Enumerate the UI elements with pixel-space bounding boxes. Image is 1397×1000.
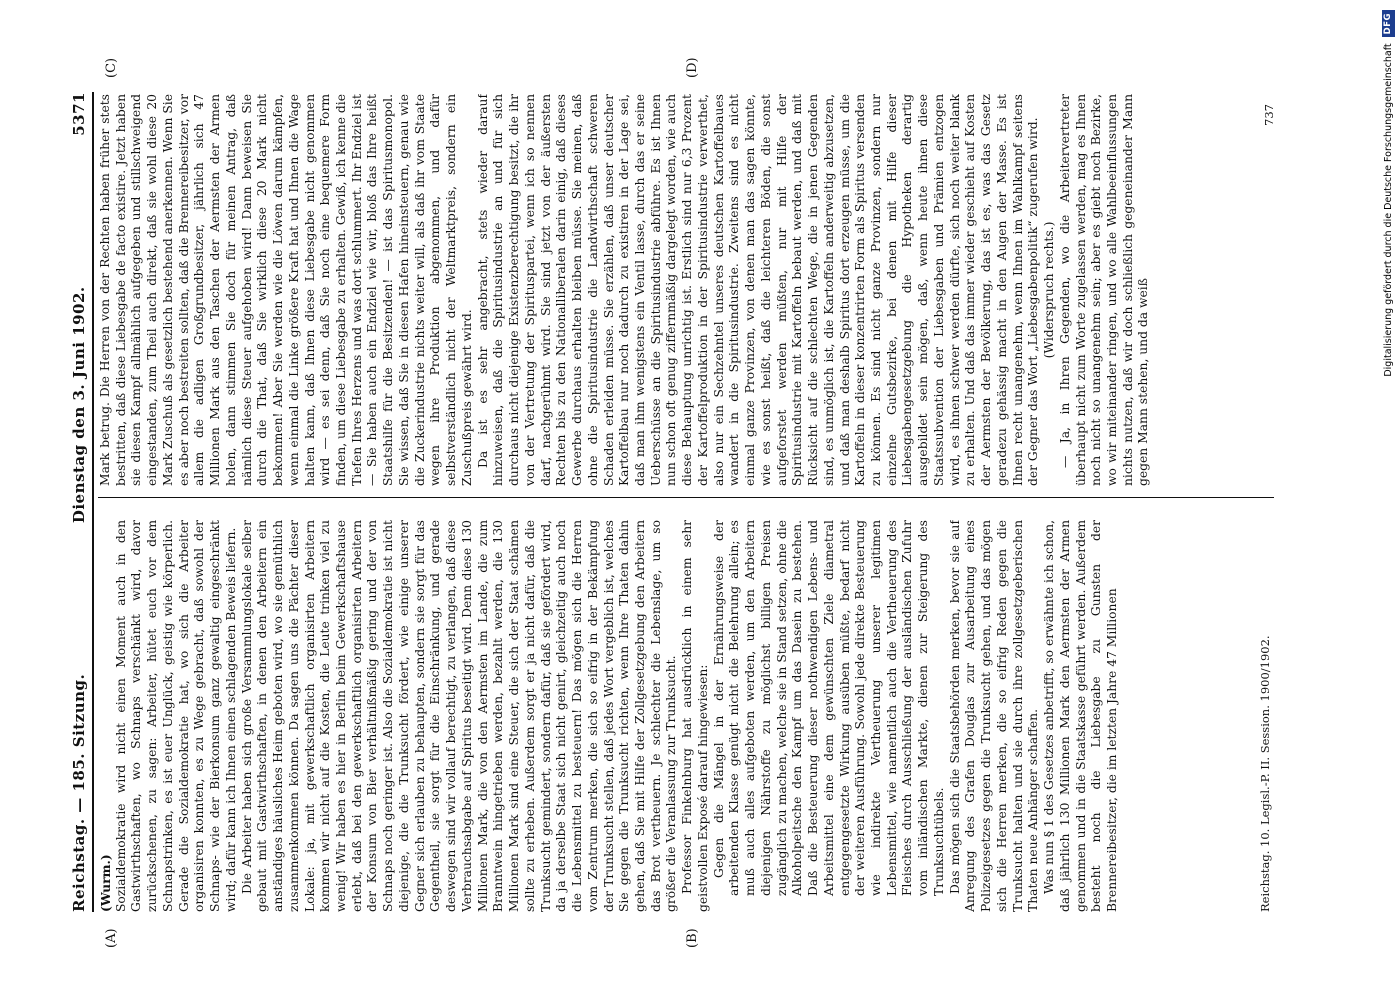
- paragraph: Was nun § 1 des Gesetzes anbetrifft, so erwähnte ich schon, daß jährlich 130 Millionen Mark den Aermsten der Armen genommen und in die Staatskasse geführt werden. Außerdem besteht noch die Liebesgabe zu Gunsten der Brennereibesitzer, die im letzten Jahre 47 Millionen: [1042, 520, 1119, 912]
- margin-letter-b: (B): [685, 928, 700, 948]
- speaker-tag: (Wurm.): [98, 854, 113, 912]
- footer-signature: 737: [1262, 104, 1276, 126]
- footer-citation: Reichstag. 10. Legisl.-P. II. Session. 1900/1902.: [1258, 635, 1272, 912]
- paragraph: Das mögen sich die Staatsbehörden merken, bevor sie auf Anregung des Grafen Douglas zur Ausarbeitung eines Polizeigesetzes gegen die Trunksucht gehen, und das mögen sich die Herren merken, die so eifrig Reden gegen die Trunksucht halten und sie durch ihre zollgesetzgeberischen Thaten neue Anhänger schaffen.: [947, 520, 1041, 912]
- text-column-right: [98, 94, 1274, 486]
- column-divider: [98, 497, 1274, 498]
- paragraph: Die Arbeiter haben sich große Versammlungslokale selber gebaut mit Gastwirthschaften, in denen den Arbeitern ein anständiges häusliches Heim geboten wird, wo sie gemüthlich zusammenkommen können. Da sagen uns die Pächter dieser Lokale: ja, mit gewerkschaftlich organisirten Arbeitern kommen wir nicht auf die Kosten, die Leute trinken viel zu wenig! Wir haben es hier in Berlin beim Gewerkschaftshause erlebt, daß bei den gewerkschaftlich organisirten Arbeitern der Konsum von Bier verhältnißmäßig gering und der von Schnaps noch geringer ist. Also die Sozialdemokratie ist nicht diejenige, die die Trunksucht fördert, wie einige unserer Gegner sich erlauben zu behaupten, sondern sie sorgt für das Gegentheil, sie sorgt für die Einschränkung, und gerade deswegen sind wir vollauf berechtigt, zu verlangen, daß diese Verbrauchsabgabe auf Spiritus beseitigt wird. Denn diese 130 Millionen Mark, die von den Aermsten im Lande, die zum Branntwein hingetrieben werden, bezahlt werden, die 130 Millionen Mark sind eine Steuer, die sich der Staat schämen sollte zu erheben. Außerdem sorgt er ja nicht dafür, daß die Trunksucht gemindert, sondern dafür, daß sie gefördert wird, da ja derselbe Staat sich nicht genirt, gleichzeitig auch noch die Lebensmittel zu besteuern! Das mögen sich die Herren vom Zentrum merken, die sich so eifrig in der Bekämpfung der Trunksucht stellen, daß jedes Wort vergeblich ist, welches Sie gegen die Trunksucht richten, wenn Ihre Thaten dahin gehen, daß Sie mit Hilfe der Zollgesetzgebung den Arbeitern das Brot vertheuern. Je schlechter die Lebenslage, um so größer die Veranlassung zur Trunksucht.: [239, 520, 679, 912]
- header-page-number: 5371: [70, 92, 88, 136]
- digitization-credit: [1380, 0, 1397, 1000]
- margin-letter-c: (C): [104, 57, 119, 78]
- header-rule: [92, 92, 94, 912]
- paragraph: Da ist es sehr angebracht, stets wieder darauf hinzuweisen, daß die Spiritusindustrie an und für sich durchaus nicht diejenige Existenzberechtigung besitzt, die ihr von der Vertretung der Spirituspartei, wenn ich so nennen darf, nachgerühmt wird. Sie sind jetzt von der äußersten Rechten bis zu den Nationalliberalen darin einig, daß dieses Gewerbe durchaus erhalten bleiben müsse. Sie meinen, daß ohne die Spiritusindustrie die Landwirthschaft schweren Schaden erleiden müsse. Sie erzählen, daß unser deutscher Kartoffelbau nur noch dadurch zu existiren in der Lage sei, daß man ihm wenigstens ein Ventil lasse, durch das er seine Ueberschüsse an die Spiritusindustrie abführe. Es ist Ihnen nun schon oft genug ziffernmäßig dargelegt worden, wie auch diese Behauptung unrichtig ist. Erstlich sind nur 6,3 Prozent der Kartoffelproduktion in der Spiritusindustrie verwerthet, also nur ein Sechzehntel unseres deutschen Kartoffelbaues wandert in die Spiritusindustrie. Zweitens sind es nicht einmal ganze Provinzen, von denen man das sagen könnte, wie es sonst heißt, daß die leichteren Böden, die sonst aufgeforstet werden müßten, nur mit Hilfe der Spiritusindustrie mit Kartoffeln bebaut werden, und daß mit Rücksicht auf die schlechten Wege, die in jenen Gegenden sind, es unmöglich ist, die Kartoffeln anderweitig abzusetzen, und daß man deshalb Spiritus dort erzeugen müsse, um die Kartoffeln in dieser konzentrirten Form als Spiritus versenden zu können. Es sind nicht ganze Provinzen, sondern nur einzelne Gutsbezirke, bei denen mit Hilfe dieser Liebesgabengesetzgebung die Hypotheken derartig ausgebildet sein mögen, daß, wenn heute ihnen diese Staatssubvention der Liebesgaben und Prämien entzogen wird, es ihnen schwer werden dürfte, sich noch weiter blank zu erhalten. Und daß das immer wieder geschieht auf Kosten der Aermsten der Bevölkerung, das ist es, was das Gesetz geradezu gehässig macht in den Augen der Masse. Es ist Ihnen recht unangenehm, wenn Ihnen im Wahlkampf seitens der Gegner das Wort „Liebesgabenpolitik“ zugerufen wird.: [475, 94, 1041, 486]
- dfg-logo: DFG: [1382, 10, 1395, 37]
- margin-letter-d: (D): [685, 57, 700, 78]
- running-head: [58, 92, 88, 912]
- margin-letter-a: (A): [104, 928, 119, 948]
- paragraph: Mark betrug. Die Herren von der Rechten haben früher stets bestritten, daß diese Liebesgabe de facto existire. Jetzt haben sie diesen Kampf allmählich aufgegeben und stillschweigend eingestanden, zum Theil auch direkt, daß sie wohl diese 20 Mark Zuschuß als gesetzlich bestehend anerkennen. Wenn Sie es aber noch bestreiten sollten, daß die Brennereibesitzer, vor allem die adligen Großgrundbesitzer, jährlich sich 47 Millionen Mark aus den Taschen der Aermsten der Armen holen, dann stimmen Sie doch für meinen Antrag, daß nämlich diese Steuer aufgehoben wird! Dann beweisen Sie durch die That, daß Sie wirklich diese 20 Mark nicht bekommen! Aber Sie werden wie die Löwen darum kämpfen, wenn einmal die Linke größere Kraft hat und Ihnen die Wage halten kann, daß Ihnen diese Liebesgabe nicht genommen wird — es sei denn, daß Sie noch eine bequemere Form finden, um diese Liebesgabe zu erhalten. Gewiß, ich kenne die Tiefen Ihres Herzens und was dort schlummert. Ihr Endziel ist — Sie haben auch ein Endziel wie wir, bloß das Ihre heißt Staatshilfe für die Besitzenden! — ist das Spiritusmonopol. Sie wissen, daß Sie in diesen Hafen hineinsteuern, genau wie die Zuckerindustrie nichts weiter will, als daß ihr vom Staate wegen ihre Produktion abgenommen, und dafür selbstverständlich nicht der Weltmarktpreis, sondern ein Zuschußpreis gewährt wird.: [98, 94, 474, 486]
- header-center: Dienstag den 3. Juni 1902.: [70, 286, 88, 524]
- interjection: (Widerspruch rechts.): [1042, 221, 1057, 359]
- quotation: Gegen die Mängel in der Ernährungsweise der arbeitenden Klasse genügt nicht die Belehrung allein; es muß auch alles aufgeboten werden, um den Arbeitern diejenigen Nährstoffe zu möglichst billigen Preisen zugänglich zu machen, welche sie in Stand setzen, ohne die Alkoholpeitsche den Kampf um das Dasein zu bestehen. Daß die Besteuerung dieser nothwendigen Lebens- und Arbeitsmittel eine dem gewünschten Ziele diametral entgegengesetzte Wirkung ausüben müßte, bedarf nicht der weiteren Ausführung. Sowohl jede direkte Besteuerung wie indirekte Vertheuerung unserer legitimen Lebensmittel, wie namentlich auch die Vertheuerung des Fleisches durch Ausschließung der ausländischen Zufuhr vom inländischen Markte, dienen zur Steigerung des Trunksuchtübels.: [711, 520, 946, 896]
- paragraph: Sozialdemokratie wird nicht einen Moment auch in den Gastwirthschaften, wo Schnaps verschänkt wird, davor zurückschenen, zu sagen: Arbeiter, hütet euch vor dem Schnapstrinken, es ist euer Unglück, geistig wie körperlich. Gerade die Sozialdemokratie hat, wo sich die Arbeiter organisiren konnten, es zu Wege gebracht, daß sowohl der Schnaps- wie der Bierkonsum ganz gewaltig eingeschränkt wird; dafür kann ich Ihnen einen schlagenden Beweis liefern.: [113, 520, 238, 912]
- credit-text: Digitalisierung gefördert durch die Deutsche Forschungsgemeinschaft: [1383, 43, 1394, 377]
- header-left: Reichstag. — 185. Sitzung.: [70, 673, 88, 912]
- paragraph: — Ja, in Ihren Gegenden, wo die Arbeitervertreter überhaupt nicht zum Worte zugelassen werden, mag es Ihnen noch nicht so unangenehm sein; aber es giebt noch Bezirke, wo wir miteinander ringen, und wo alle Wahlbeeinflussungen nichts nutzen, daß wir doch schließlich gegeneinander Mann gegen Mann stehen, und da weiß: [1057, 94, 1151, 486]
- paragraph: Professor Finkelnburg hat ausdrücklich in einem sehr geistvollen Exposé darauf hingewiesen:: [680, 520, 710, 912]
- text-column-left: [98, 520, 1274, 912]
